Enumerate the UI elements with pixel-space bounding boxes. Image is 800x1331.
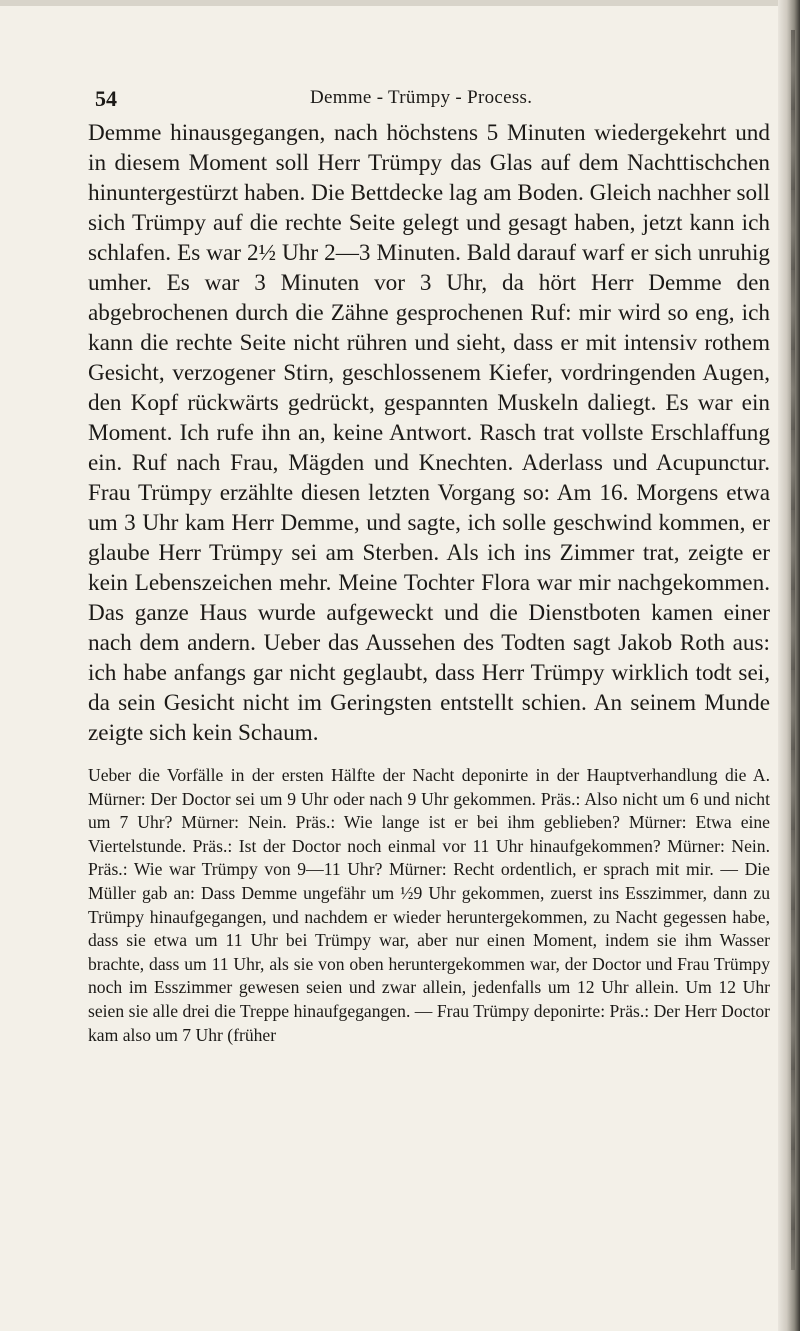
small-print-paragraph: Ueber die Vorfälle in der ersten Hälfte der Nacht deponirte in der Hauptverhandlung die A. Mürner: Der Doctor sei um 9 Uhr oder nach 9 Uhr gekommen. Präs.: Also nicht um 6 und nicht um 7 Uhr? Mürner: Nein. Präs.: Wie lange ist er bei ihm geblieben? Mürner: Etwa eine Viertelstunde. Präs.: Ist der Doctor noch einmal vor 11 Uhr hinaufgekommen? Mürner: Nein. Präs.: Wie war Trümpy von 9—11 Uhr? Mürner: Recht ordentlich, er sprach mit mir. — Die Müller gab an: Dass Demme ungefähr um ½9 Uhr gekommen, zuerst ins Esszimmer, dann zu Trümpy hinaufgegangen, und nachdem er wieder heruntergekommen, zu Nacht gegessen habe, dass sie etwa um 11 Uhr bei Trümpy war, aber nur einen Moment, indem sie ihm Wasser brachte, dass um 11 Uhr, als sie von oben heruntergekommen war, der Doctor und Frau Trümpy noch im Esszimmer gewesen seien und zwar allein, jedenfalls um 12 Uhr allein. Um 12 Uhr seien sie alle drei die Treppe hinaufgegangen. — Frau Trümpy deponirte: Präs.: Der Herr Doctor kam also um 7 Uhr (früher — [88, 765, 770, 1045]
main-paragraph: Demme hinausgegangen, nach höchstens 5 Minuten wiedergekehrt und in diesem Moment soll Herr Trümpy das Glas auf dem Nachttischchen hinuntergestürzt haben. Die Bettdecke lag am Boden. Gleich nachher soll sich Trümpy auf die rechte Seite gelegt und gesagt haben, jetzt kann ich schlafen. Es war 2½ Uhr 2—3 Minuten. Bald darauf warf er sich unruhig umher. Es war 3 Minuten vor 3 Uhr, da hört Herr Demme den abgebrochenen durch die Zähne gesprochenen Ruf: mir wird so eng, ich kann die rechte Seite nicht rühren und sieht, dass er mit intensiv rothem Gesicht, verzogener Stirn, geschlossenem Kiefer, vordringenden Augen, den Kopf rückwärts gedrückt, gespannten Muskeln daliegt. Es war ein Moment. Ich rufe ihn an, keine Antwort. Rasch trat vollste Erschlaffung ein. Ruf nach Frau, Mägden und Knechten. Aderlass und Acupunctur. Frau Trümpy erzählte diesen letzten Vorgang so: Am 16. Morgens etwa um 3 Uhr kam Herr Demme, und sagte, ich solle geschwind kommen, er glaube Herr Trümpy sei am Sterben. Als ich ins Zimmer trat, zeigte er kein Lebenszeichen mehr. Meine Tochter Flora war mir nachgekommen. Das ganze Haus wurde aufgeweckt und die Dienstboten kamen einer nach dem andern. Ueber das Aussehen des Todten sagt Jakob Roth aus: ich habe anfangs gar nicht geglaubt, dass Herr Trümpy wirklich todt sei, da sein Gesicht nicht im Geringsten entstellt schien. An seinem Munde zeigte sich kein Schaum. — [88, 120, 770, 746]
page-header — [60, 86, 760, 114]
page-binding-shadow — [791, 30, 795, 1270]
running-head: Demme - Trümpy - Process. — [310, 87, 533, 108]
page-binding-edge — [778, 0, 800, 1331]
top-edge-shadow — [0, 0, 800, 6]
page-number: 54 — [95, 86, 117, 111]
